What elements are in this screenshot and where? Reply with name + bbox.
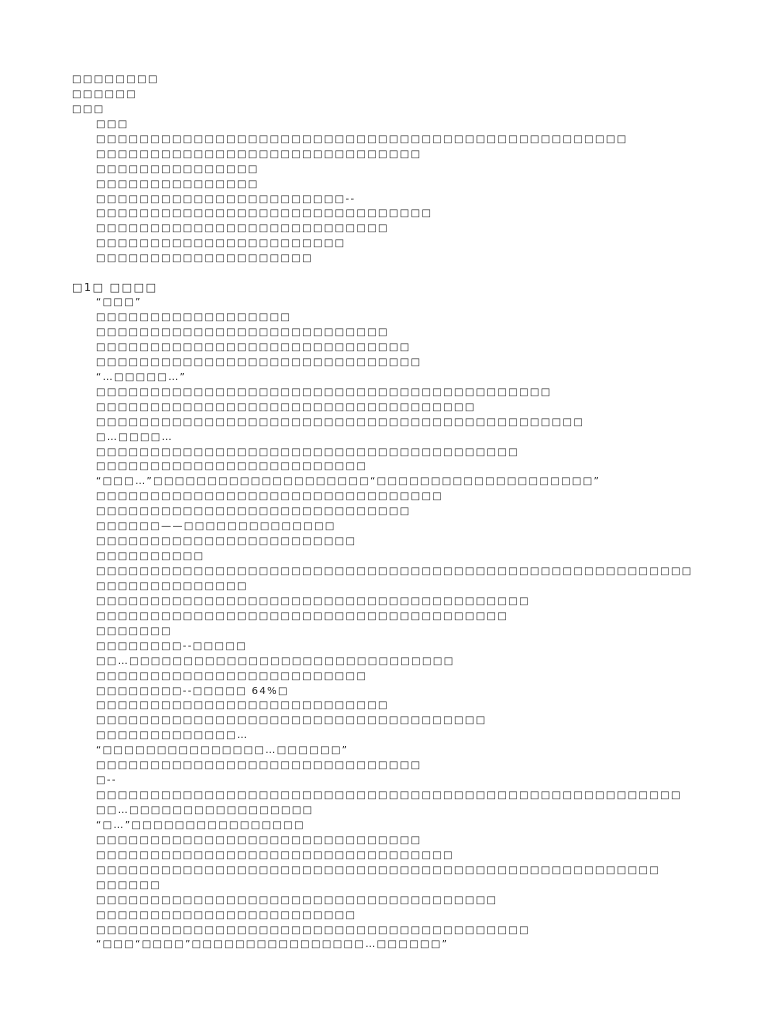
text-line: □□□□□□□□□□□□□□□□□□□□□□□□□□□□□□□□□□□□□□□□□□□□□□□□□□□□□□□ bbox=[96, 566, 693, 577]
text-line: □□□□□□□□□□□□□□□□□□□□□□□□ bbox=[96, 909, 357, 921]
document-header bbox=[72, 73, 732, 118]
text-line: “□□□“□□□□”□□□□□□□□□□□□□□□□…□□□□□□” bbox=[96, 939, 449, 951]
text-line: □□□□□□□□□□□□□□□ bbox=[96, 178, 259, 190]
text-line: □□…□□□□□□□□□□□□□□□□□□□□□□□□□□□□□□ bbox=[96, 655, 455, 667]
text-line: “□□□” bbox=[96, 297, 142, 309]
text-line: “□□□□□□□□□□□□□□□…□□□□□□” bbox=[96, 745, 349, 757]
text-line: □□□□□□□□□□□□□□□□□□□□□□□□□□□□□□ bbox=[96, 356, 422, 368]
text-line: □□…□□□□□□□□□□□□□□□□□ bbox=[96, 805, 314, 816]
text-line: □□□□□□□□□□□□□… bbox=[96, 730, 249, 742]
text-line: □□□□□□□□□□□□□□ bbox=[96, 580, 248, 592]
text-line: □□□ bbox=[96, 118, 129, 130]
text-line: □□□□□□□□□□□□□□□□□□□□□□□□□□□□□□□□□□□□□□□□□□□□□□□□□□□□ bbox=[96, 864, 661, 876]
chapter-text bbox=[72, 296, 732, 953]
text-line: □□□□□□□□□□□□□□□□□□□□□□□□□□□□□□□□□□□ bbox=[96, 401, 476, 413]
text-line: “□…”□□□□□□□□□□□□□□□□ bbox=[96, 819, 305, 831]
text-line: □□□□□□□□□□□□□□□□□□□□□□□□□□□□□ bbox=[96, 506, 411, 518]
header-line: □□□□□□ bbox=[72, 88, 138, 100]
text-line: □□□□□□□ bbox=[96, 625, 172, 637]
paragraph-gap bbox=[72, 267, 732, 281]
text-line: “□□□…”□□□□□□□□□□□□□□□□□□□□“□□□□□□□□□□□□□□□□□□□□” bbox=[96, 476, 601, 488]
text-line: □□□□□□□□□□□□□□□□□□□□□□□□□□□□□□□□□□□□□ bbox=[96, 894, 498, 906]
text-line: □□□□□□□□□□□□□□□□□□□□□□□□□□□□□□□□□□□□□□ bbox=[96, 610, 509, 622]
text-line: □□□□□□□□□□□□□□□□□□□□□□□□□□□□□□□□□□□□□□□□□□ bbox=[96, 386, 552, 398]
text-line: □□□□□□□□□□□□□□□ bbox=[96, 163, 259, 175]
text-line: □□□□□□□□□□□□□□□□□□□□□□□□□□□□□□□□ bbox=[96, 491, 444, 503]
text-line: □□□□□□□□□□□□□□□□□□□□□□□□□□□□□□□□□□□□□□□□ bbox=[96, 595, 530, 607]
text-line: □□□□□□□□--□□□□□ 64%□ bbox=[96, 685, 289, 697]
text-line: □□□□□□□□□□□□□□□□□□□□□□□□□□□□□□□□□□□□□□□ bbox=[96, 446, 520, 458]
text-line: □□□□□□□□□□□□□□□□□□ bbox=[96, 312, 292, 324]
text-line: □□□□□□□□□□□□□□□□□□□□□□□□□□□ bbox=[96, 700, 389, 712]
text-line: □□□□□□□□□□□□□□□□□□□□□□□□□□□□□□ bbox=[96, 148, 422, 160]
text-line: □□□□□□□□□□□□□□□□□□□□□□□□ bbox=[96, 536, 357, 548]
text-line: □-- bbox=[96, 775, 117, 787]
text-line: □□□□□□□□□□□□□□□□□□□□□□□□□ bbox=[96, 461, 368, 473]
text-line: □□□□□□□□□□□□□□□□□□□□□□□ bbox=[96, 238, 346, 250]
document-body bbox=[72, 73, 732, 953]
text-line: □□□□□□ bbox=[96, 879, 162, 891]
text-line: □□□□□□□□□□□□□□□□□□□□ bbox=[96, 253, 313, 265]
text-line: □□□□□□□□□□□□□□□□□□□□□□□□□□□□□□□□□□□□ bbox=[96, 715, 487, 727]
chapter-heading: □1□ □□□□ bbox=[72, 281, 158, 295]
document-intro bbox=[72, 118, 732, 267]
text-line: □□□□□□□□□□□□□□□□□□□□□□□□□□□□□□□□□□□□□□□□□□□□□ bbox=[96, 416, 585, 428]
text-line: □□□□□□□□□□□□□□□□□□□□□□□□□□□□□□□□□□□□□□□□□□□□□□□□□ bbox=[96, 133, 628, 145]
text-line: □□□□□□□□□□□□□□□□□□□□□□□□□□□□□ bbox=[96, 341, 411, 353]
text-line: □□□□□□□□□□□□□□□□□□□□□□□□□□□□□□□□□ bbox=[96, 849, 454, 861]
text-line: □□□□□□□□□□□□□□□□□□□□□□□□□ bbox=[96, 670, 368, 682]
text-line: □□□□□□□□□□□□□□□□□□□□□□□□□□□□□□ bbox=[96, 760, 422, 772]
text-line: □□□□□□□□□□□□□□□□□□□□□□□□□□□ bbox=[96, 327, 389, 338]
text-line: □□□□□□□□□□□□□□□□□□□□□□□□□□□□□□□□□□□□□□□□□□□□□□□□□□□□□□ bbox=[96, 790, 682, 802]
header-line: □□□ bbox=[72, 103, 105, 115]
text-line: □□□□□□□□□□□□□□□□□□□□□□□-- bbox=[96, 193, 356, 205]
text-line: □□□□□□□□--□□□□□ bbox=[96, 640, 248, 652]
text-line: “…□□□□□…” bbox=[96, 371, 187, 383]
text-line: □□□□□□□□□□□□□□□□□□□□□□□□□□□ bbox=[96, 223, 389, 235]
text-line: □□□□□□□□□□□□□□□□□□□□□□□□□□□□□□□ bbox=[96, 208, 433, 220]
text-line: □□□□□□——□□□□□□□□□□□□□□ bbox=[96, 521, 336, 533]
text-line: □□□□□□□□□□□□□□□□□□□□□□□□□□□□□□ bbox=[96, 834, 422, 846]
text-line: □□□□□□□□□□ bbox=[96, 551, 205, 563]
text-line: □…□□□□… bbox=[96, 431, 174, 443]
header-line: □□□□□□□□ bbox=[72, 74, 159, 85]
text-line: □□□□□□□□□□□□□□□□□□□□□□□□□□□□□□□□□□□□□□□□ bbox=[96, 924, 530, 936]
